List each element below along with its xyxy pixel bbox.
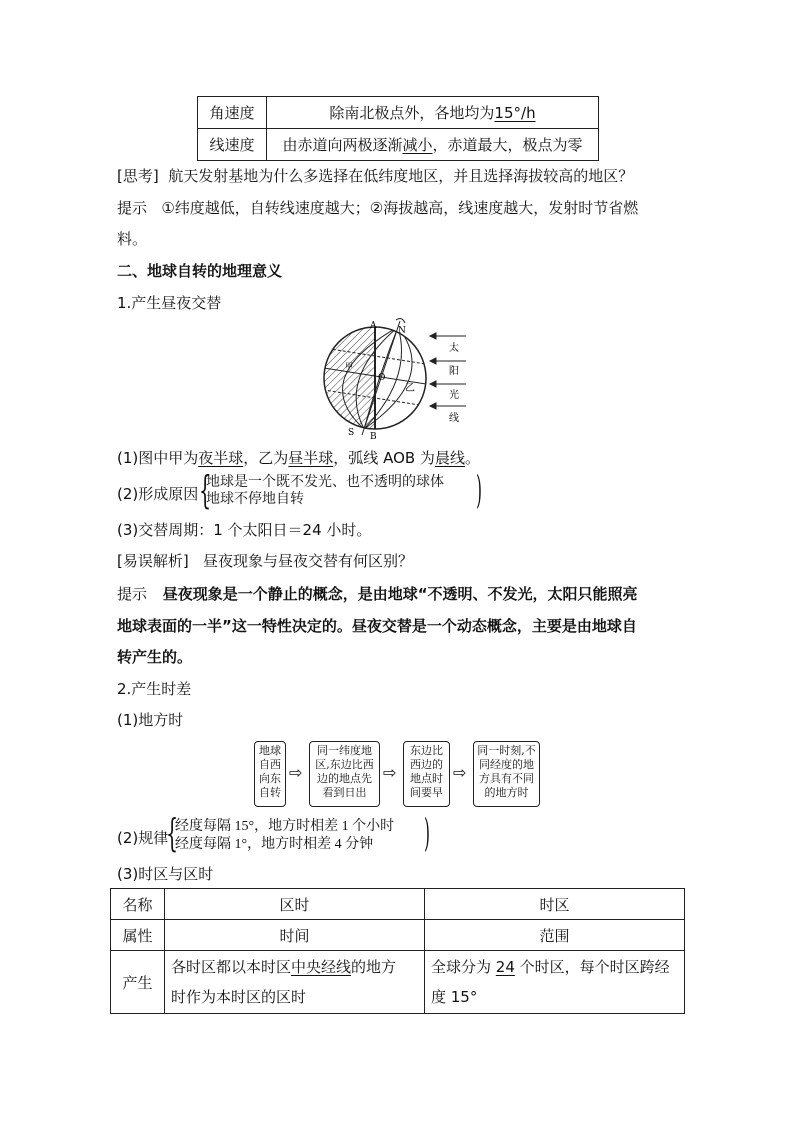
arrow-right-icon: ⇨ [383, 763, 397, 782]
label-a: A [370, 321, 377, 331]
rotation-speed-table [197, 96, 599, 161]
rotation-arrow-icon [396, 319, 405, 323]
label-s: S [348, 428, 355, 438]
item2-label: (2)形成原因 [117, 485, 199, 503]
arrow-right-icon: ⇨ [453, 763, 467, 782]
mistake-hint-cont: 转产生的。 [117, 648, 193, 666]
rule-lines: 经度每隔 15°，地方时相差 1 个小时 经度每隔 1°，地方时相差 4 分钟 [175, 819, 395, 852]
label-jia: 甲 [345, 362, 353, 371]
mistake-hint: 提示 昼夜现象是一个静止的概念，是由地球“不透明、不发光，太阳只能照亮 [117, 585, 638, 603]
table-row [198, 129, 599, 161]
sunlight-label: 光 [449, 390, 459, 401]
sunlight-label: 线 [449, 413, 459, 424]
item2-lines: 地球是一个既不发光、也不透明的球体 地球不停地自转 [206, 474, 444, 507]
sunlight-label: 阳 [449, 366, 459, 377]
rule-label: (2)规律 [117, 829, 169, 847]
row-label: 线速度 [198, 129, 267, 161]
table-row [111, 920, 685, 951]
cell: 时间 [165, 920, 425, 951]
right-brace: ) [476, 468, 482, 512]
cell: 范围 [425, 920, 685, 951]
sunlight-arrows [430, 333, 466, 409]
item1-text: (1)图中甲为夜半球，乙为昼半球，弧线 AOB 为晨线。 [117, 449, 480, 467]
left-brace: { [166, 811, 179, 855]
flow-step-3: 东边比西边的地点时间要早 [403, 741, 450, 807]
right-brace: ) [424, 811, 430, 855]
section-title: 二、地球自转的地理意义 [117, 262, 283, 280]
left-brace: { [199, 468, 212, 512]
arrow-right-icon: ⇨ [289, 763, 303, 782]
flow-step-4: 同一时刻,不同经度的地方具有不同的地方时 [473, 741, 540, 807]
header-cell: 时区 [425, 889, 685, 920]
think-question: [思考] 航天发射基地为什么多选择在低纬度地区，并且选择海拔较高的地区？ [117, 167, 634, 185]
mistake-question: [易误解析] 昼夜现象与昼夜交替有何区别？ [117, 552, 414, 570]
think-hint: 提示 ①纬度越低，自转线速度越大；②海拔越高，线速度越大，发射时节省燃 [117, 199, 639, 217]
mistake-hint-cont: 地球表面的一半”这一特性决定的。昼夜交替是一个动态概念，主要是由地球自 [117, 617, 637, 635]
header-cell: 区时 [165, 889, 425, 920]
local-time-title: (1)地方时 [117, 711, 184, 729]
row-value: 由赤道向两极逐渐减小，赤道最大，极点为零 [267, 129, 599, 161]
table-row [198, 97, 599, 129]
day-night-globe-diagram [318, 317, 478, 442]
think-hint-cont: 料。 [117, 230, 148, 248]
label-n: N [398, 326, 406, 336]
zone-title: (3)时区与区时 [117, 865, 214, 883]
cell: 全球分为 24 个时区，每个时区跨经 度 15° [425, 951, 685, 1014]
row-value: 除南北极点外，各地均为15°/h [267, 97, 599, 129]
time-zone-table [110, 888, 685, 1014]
header-cell: 名称 [111, 889, 165, 920]
item3-text: (3)交替周期：1 个太阳日＝24 小时。 [117, 521, 372, 539]
row-label: 产生 [111, 951, 165, 1014]
label-yi: 乙 [405, 383, 415, 394]
flow-step-2: 同一纬度地区,东边比西边的地点先看到日出 [309, 741, 380, 807]
row-label: 属性 [111, 920, 165, 951]
subsection-title: 2.产生时差 [117, 680, 192, 698]
row-label: 角速度 [198, 97, 267, 129]
table-row [111, 951, 685, 1014]
cell: 各时区都以本时区中央经线的地方 时作为本时区的区时 [165, 951, 425, 1014]
label-b: B [370, 432, 377, 442]
label-o: O [378, 373, 386, 383]
subsection-title: 1.产生昼夜交替 [117, 294, 222, 312]
flow-step-1: 地球自西向东自转 [254, 741, 286, 807]
table-row [111, 889, 685, 920]
sunlight-label: 太 [449, 343, 459, 354]
